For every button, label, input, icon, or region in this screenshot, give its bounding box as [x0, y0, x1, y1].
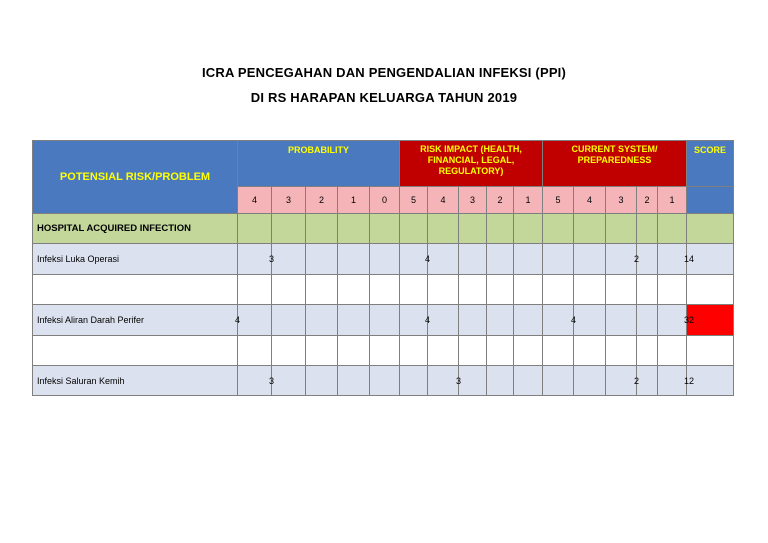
document-title-line1: ICRA PENCEGAHAN DAN PENGENDALIAN INFEKSI (PPI) — [201, 65, 567, 80]
probability-value: 4 — [235, 315, 241, 325]
scale-impact-4: 4 — [428, 187, 459, 214]
section-label: HOSPITAL ACQUIRED INFECTION — [33, 214, 238, 244]
empty-row — [33, 336, 734, 366]
scale-impact-3: 3 — [459, 187, 487, 214]
table-row — [33, 305, 734, 336]
scale-system-4: 4 — [574, 187, 606, 214]
row-label: Infeksi Luka Operasi — [33, 244, 238, 275]
scale-impact-2: 2 — [487, 187, 514, 214]
header-score: SCORE — [687, 141, 734, 187]
risk-impact-value: 4 — [425, 315, 431, 325]
table-row — [33, 244, 734, 275]
scale-system-3: 3 — [606, 187, 637, 214]
probability-value: 3 — [269, 375, 275, 386]
scale-score-blank — [687, 187, 734, 214]
current-system-value: 2 — [634, 375, 640, 386]
icra-table — [32, 140, 734, 396]
header-potensial-risk: POTENSIAL RISK/PROBLEM — [33, 141, 238, 214]
row-label: Infeksi Saluran Kemih — [33, 366, 238, 396]
table-row — [33, 366, 734, 396]
scale-system-5: 5 — [543, 187, 574, 214]
probability-value: 3 — [269, 254, 275, 264]
scale-impact-5: 5 — [400, 187, 428, 214]
current-system-value: 4 — [571, 315, 577, 325]
risk-impact-value: 4 — [425, 254, 431, 264]
scale-system-1: 1 — [658, 187, 687, 214]
header-risk-impact: RISK IMPACT (HEALTH, FINANCIAL, LEGAL, REGULATORY) — [400, 141, 543, 187]
header-current-system: CURRENT SYSTEM/ PREPAREDNESS — [543, 141, 687, 187]
score-value: 12 — [684, 375, 695, 386]
scale-probability-2: 2 — [306, 187, 338, 214]
score-value-high: 32 — [684, 315, 695, 325]
scale-probability-0: 0 — [370, 187, 400, 214]
scale-impact-1: 1 — [514, 187, 543, 214]
scale-probability-4: 4 — [238, 187, 272, 214]
section-row — [33, 214, 734, 244]
document-title-line2: DI RS HARAPAN KELUARGA TAHUN 2019 — [250, 90, 518, 105]
header-probability: PROBABILITY — [238, 141, 400, 187]
current-system-value: 2 — [634, 254, 640, 264]
risk-impact-value: 3 — [456, 375, 462, 386]
row-label: Infeksi Aliran Darah Perifer — [33, 305, 238, 336]
score-value: 14 — [684, 254, 695, 264]
empty-row — [33, 275, 734, 305]
scale-probability-3: 3 — [272, 187, 306, 214]
scale-probability-1: 1 — [338, 187, 370, 214]
scale-system-2: 2 — [637, 187, 658, 214]
